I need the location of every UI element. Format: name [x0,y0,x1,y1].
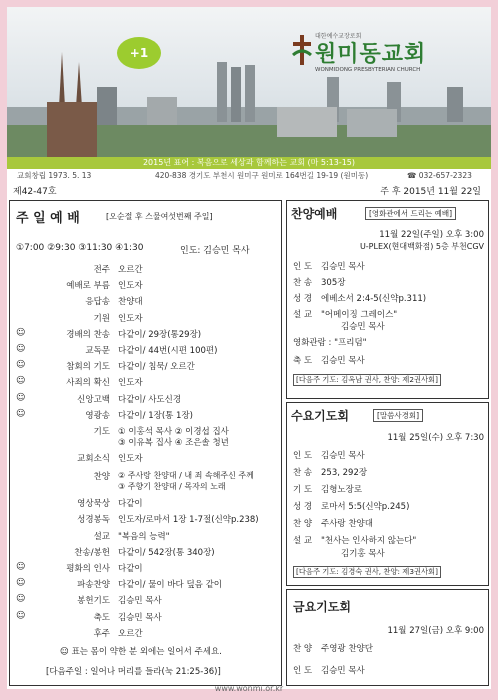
bulletin-date: 주 후 2015년 11월 22일 [380,187,481,197]
wednesday-when: 11월 25일(수) 오후 7:30 [387,433,484,443]
sunday-title: 주 일 예 배 [16,211,80,226]
praise-where: U-PLEX(현대백화점) 5층 부천CGV [359,242,484,251]
order-value: "어메이징 그레이스" [321,310,398,320]
order-label: 성 경 [293,294,313,304]
friday-title: 금요기도회 [293,600,351,614]
order-value: 김승민 목사 [118,596,162,607]
order-label: 참회의 기도 [66,362,110,373]
sunday-leader: 인도: 김승민 목사 [180,246,250,256]
praise-service-box [286,200,489,399]
order-label: 예배로 부름 [66,281,110,292]
order-label: 기원 [93,313,110,324]
order-value: 김승민 목사 [118,612,162,623]
order-label: 응답송 [85,297,110,308]
order-value: 오르간 [118,265,143,275]
order-value: 인도자 [118,378,143,389]
order-value: 다같이/ 44번(시편 100편) [118,346,218,356]
wednesday-service-box [286,402,489,586]
order-value: 김형노장로 [321,485,363,495]
sunday-service-box [9,200,282,686]
stand-icon: ☺ [16,327,26,338]
preacher-name: 김기홍 목사 [341,549,385,559]
stand-icon: ☺ [16,594,26,605]
church-name: 원미동교회 [315,42,427,67]
order-value: 주영광 찬양단 [321,644,373,654]
plus-one-badge: +1 [117,37,161,69]
next-week-text: [다음주일 : 일어나 머리를 들라(눅 21:25-36)] [46,667,221,677]
wednesday-title: 수요기도회 [291,409,349,423]
order-label: 신앙고백 [77,394,110,405]
denomination-label: 대한예수교장로회 [315,33,362,40]
order-label: 경배의 찬송 [66,329,110,340]
order-value: 다같이/ 사도신경 [118,394,182,405]
order-value: "천사는 인사하지 않는다" [321,536,417,546]
order-label: 평화의 인사 [66,564,110,574]
order-value: 다같이/ 542장(통 340장) [118,547,215,558]
church-name-english: WONMIDONG PRESBYTERIAN CHURCH [315,67,421,73]
order-value: 김승민 목사 [321,356,365,366]
order-value: 305장 [321,278,346,288]
order-label: 축 도 [293,356,313,366]
next-week-text: [다음주 기도: 김경숙 권사, 찬양: 제3권사회] [293,566,441,578]
order-value: 에베소서 2:4-5(신약p.311) [321,294,427,304]
wednesday-subtitle: [말씀사경회] [373,409,423,422]
order-label: 설 교 [293,536,313,546]
order-value: 253, 292장 [321,468,368,478]
preacher-name: 김승민 목사 [341,322,385,332]
order-label: 성경봉독 [77,515,110,526]
order-value: 다같이/ 물이 바다 덮음 같이 [118,580,222,591]
order-label: 설 교 [293,310,313,320]
prayer-line: ① 이홍석 목사 ② 이경섭 집사 [118,427,229,437]
order-value: 다같이/ 침묵/ 오르간 [118,362,195,373]
order-label: 인 도 [293,262,313,272]
order-label: 찬 송 [293,468,313,478]
standing-note: ☺ 표는 몸이 약한 분 외에는 일어서 주세요. [60,647,222,657]
theme-bar: 2015년 표어 : 복음으로 세상과 함께하는 교회 (마 5:13-15) [7,157,491,169]
header-banner [7,7,491,157]
order-value: 로마서 5:5(신약p.245) [321,502,410,512]
order-value: 다같이 [118,499,143,510]
order-value: 인도자 [118,313,143,324]
friday-service-box [286,589,489,686]
order-label: 인 도 [293,666,313,676]
order-label: 찬 양 [293,519,313,529]
phone: ☎ 032-657-2323 [407,171,472,180]
stand-icon: ☺ [16,578,26,589]
church-logo [287,31,487,81]
stand-icon: ☺ [16,392,26,403]
stand-icon: ☺ [16,562,26,572]
order-label: 찬양 [93,472,110,483]
praise-when: 11월 22일(주일) 오후 3:00 [379,230,484,240]
movie-row [293,336,367,348]
movie-title: "프리덤" [334,338,367,348]
choir-line: ③ 주향기 찬양대 / 목자의 노래 [118,482,226,492]
order-label: 파송찬양 [77,580,110,591]
order-label: 축도 [93,612,110,623]
next-week-text: [다음주 기도: 김옥남 권사, 찬양: 제2권사회] [293,374,441,386]
order-label: 후주 [93,628,110,639]
prayer-line: ③ 이유복 집사 ④ 조은솔 청년 [118,438,229,448]
service-times: ①7:00 ②9:30 ③11:30 ④1:30 [16,243,144,253]
order-value: 인도자 [118,281,143,292]
stand-icon: ☺ [16,408,26,419]
stand-icon: ☺ [16,376,26,387]
order-value: 김승민 목사 [321,262,365,272]
order-label: 영광송 [85,410,110,421]
order-value: 다같이 [118,564,143,574]
order-label: 인 도 [293,451,313,461]
order-label: 봉헌기도 [77,596,110,607]
order-value: "복음의 능력" [118,531,170,542]
order-label: 교독문 [85,346,110,356]
movie-label: 영화관람 : [293,338,335,348]
order-value: 다같이/ 1장(통 1장) [118,410,193,421]
order-label: 전주 [93,265,110,275]
issue-number: 제42-47호 [13,187,57,197]
cross-icon [291,35,313,65]
address: 420-838 경기도 부천시 원미구 원미로 164번길 19-19 (원미동) [155,171,369,180]
website-url: www.wonmi.or.kr [214,684,284,693]
order-value: 인도자/로마서 1장 1-7절(신약p.238) [118,515,259,526]
sunday-subtitle: [오순절 후 스물여섯번째 주일] [106,212,213,221]
order-label: 성 경 [293,502,313,512]
order-label: 영상묵상 [77,499,110,510]
order-value: 김승민 목사 [321,666,365,676]
bulletin-page [7,7,491,689]
praise-title: 찬양예배 [291,207,338,221]
order-value: 김승민 목사 [321,451,365,461]
order-value: 인도자 [118,454,143,464]
choir-line: ② 주사랑 찬양대 / 내 죄 속해주신 주께 [118,471,254,481]
order-label: 사죄의 확신 [66,378,110,389]
stand-icon: ☺ [16,610,26,621]
order-label: 찬 송 [293,278,313,288]
order-value: 다같이/ 29장(통29장) [118,329,202,340]
issue-row [7,185,491,199]
founded-date: 교회창립 1973. 5. 13 [17,171,92,180]
order-value: 주사랑 찬양대 [321,519,373,529]
order-label: 교회소식 [77,454,110,464]
order-value: 오르간 [118,628,143,639]
order-value: 찬양대 [118,297,143,308]
order-label: 기도 [93,427,110,437]
order-label: 설교 [93,531,110,542]
friday-when: 11월 27일(금) 오후 9:00 [387,626,484,636]
order-label: 기 도 [293,485,313,495]
order-label: 찬송/봉헌 [74,547,110,558]
stand-icon: ☺ [16,360,26,371]
church-info-bar [7,169,491,183]
stand-icon: ☺ [16,344,26,354]
praise-subtitle: [영화관에서 드리는 예배] [365,207,456,220]
order-label: 찬 양 [293,644,313,654]
